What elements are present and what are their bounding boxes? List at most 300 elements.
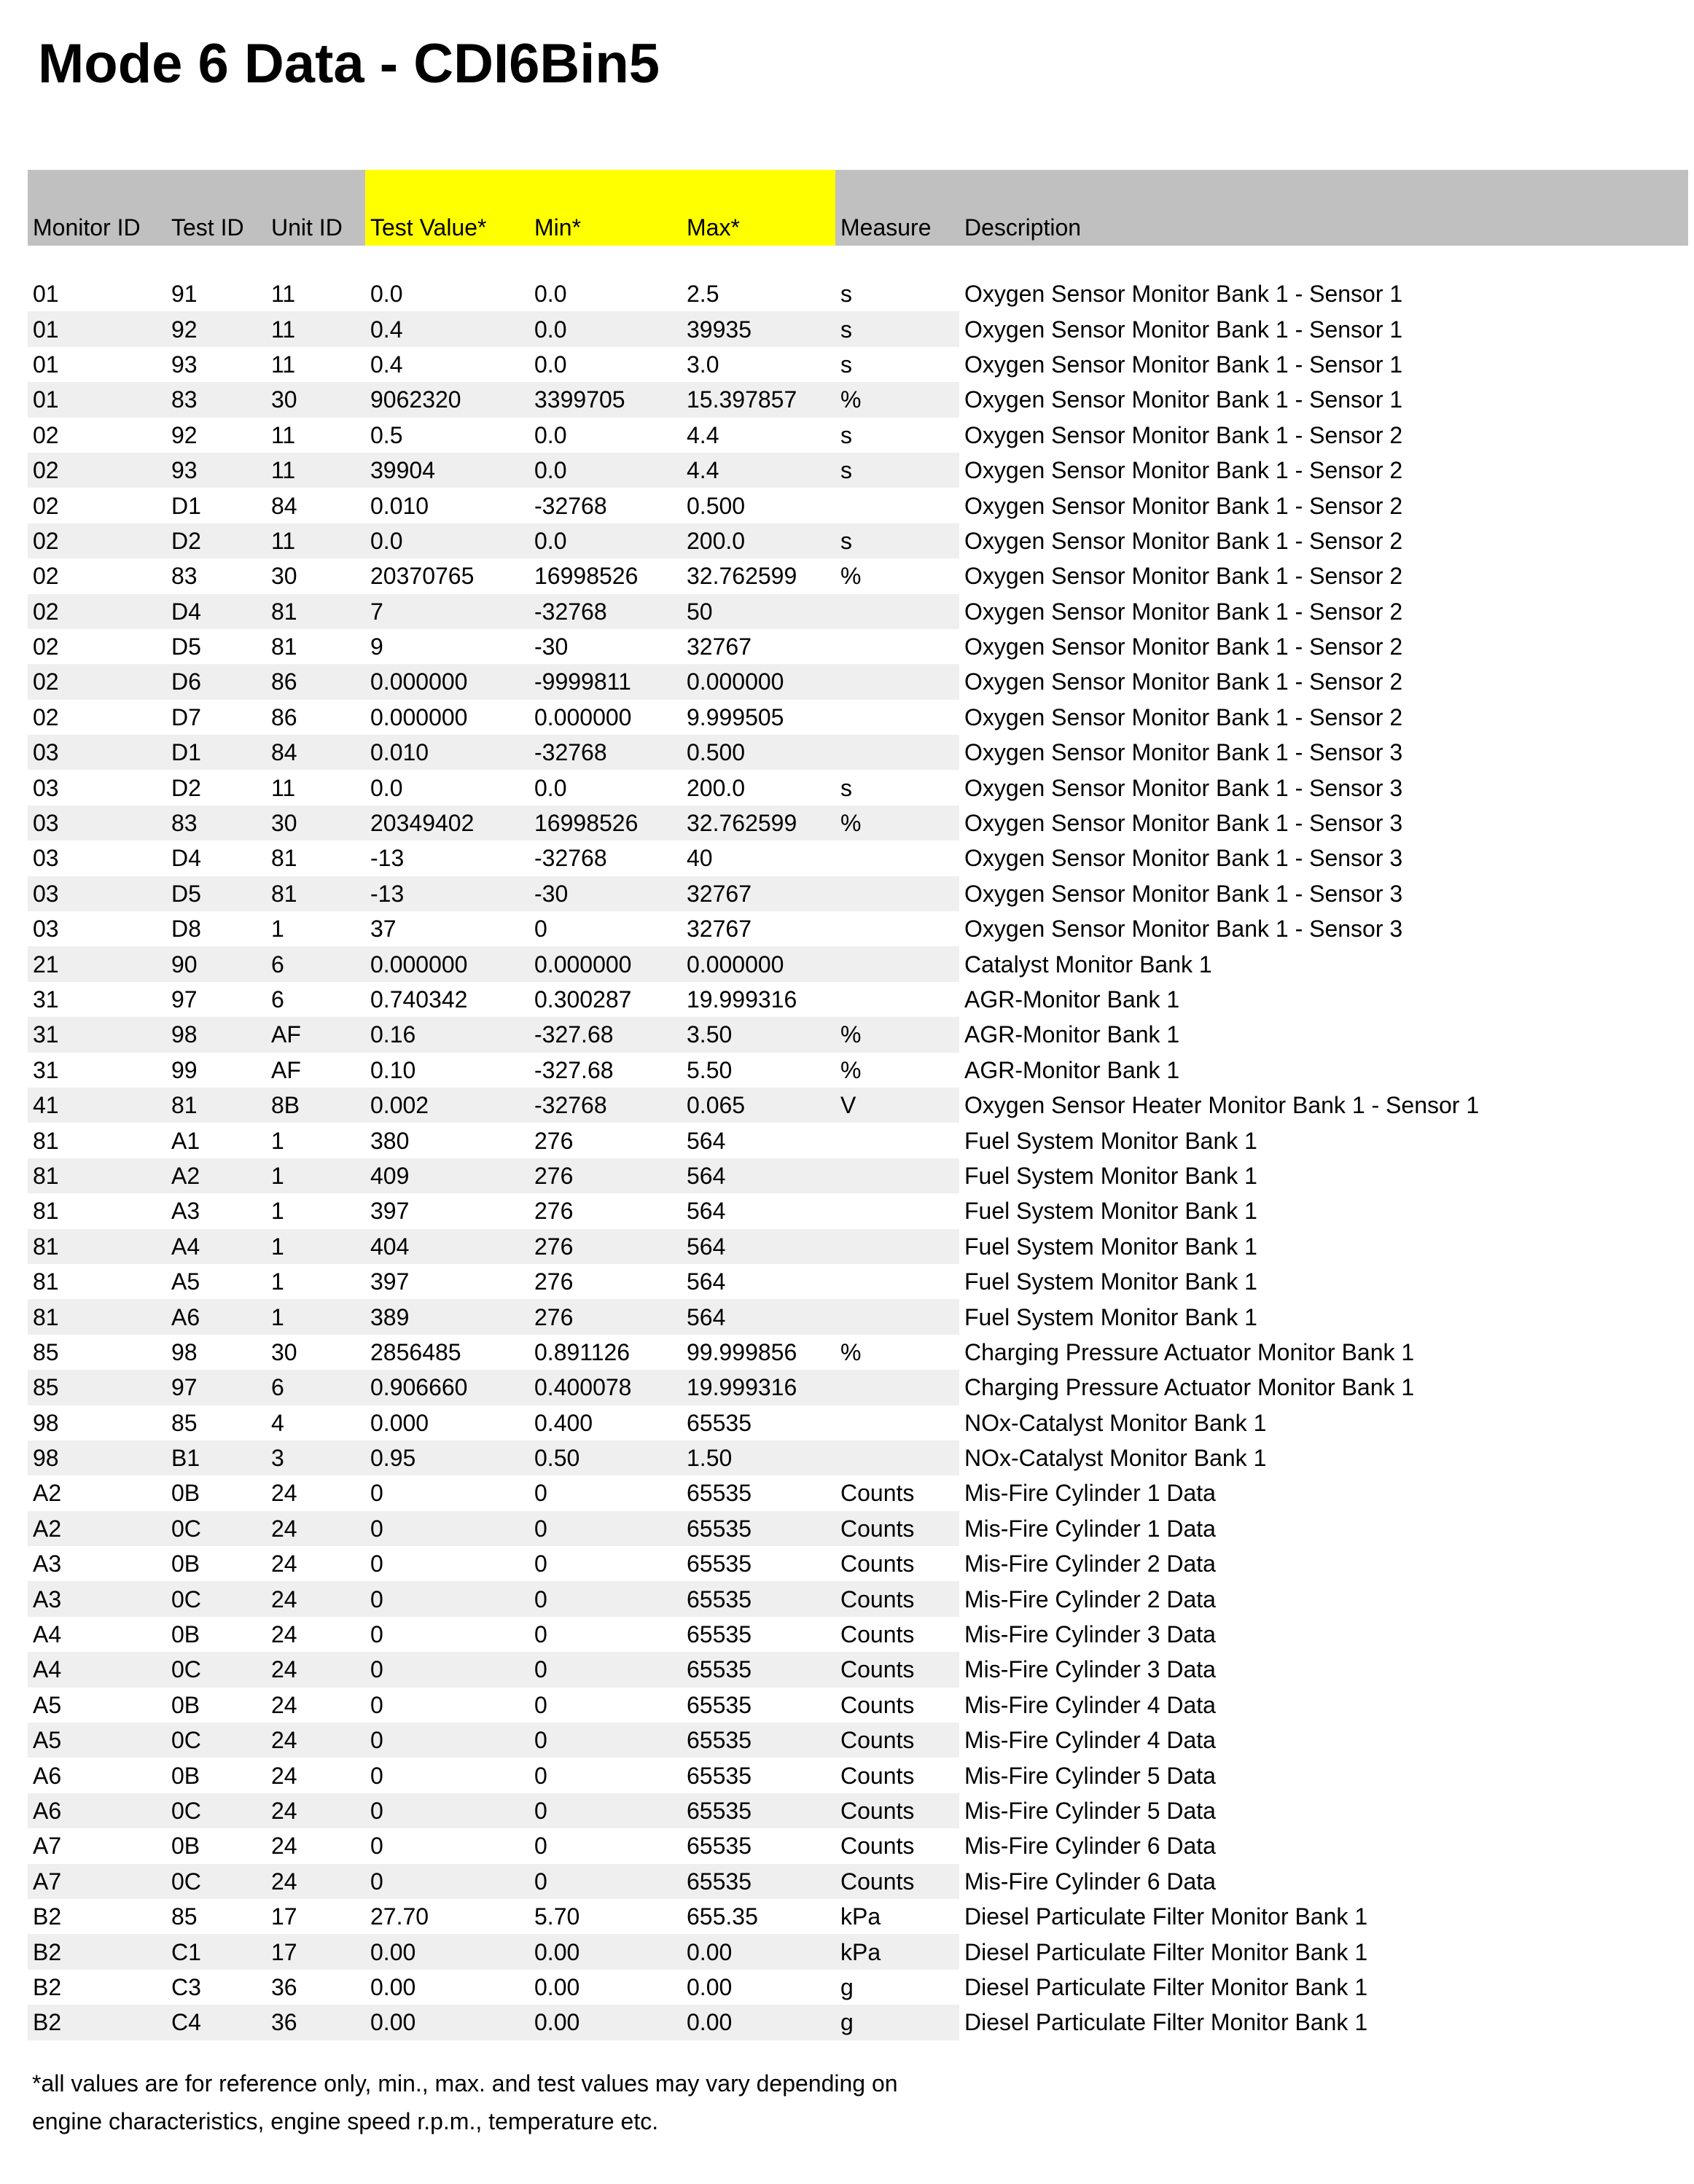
cell-test-value: 389: [365, 1299, 529, 1334]
cell-min: -32768: [534, 845, 607, 872]
cell-test-value: 0: [370, 1762, 383, 1789]
cell-monitor-id: 81: [28, 1229, 166, 1264]
cell-test-value: 0: [365, 1723, 529, 1758]
cell-unit-id: 17: [271, 1903, 297, 1930]
cell-min: 0.00: [529, 2005, 682, 2040]
table-row: [28, 1370, 1688, 1405]
cell-description: Mis-Fire Cylinder 3 Data: [959, 1652, 1688, 1687]
cell-min: -32768: [529, 735, 682, 770]
cell-min: -9999811: [529, 664, 682, 699]
cell-description: Oxygen Sensor Monitor Bank 1 - Sensor 3: [959, 770, 1688, 805]
table-row: [28, 276, 1688, 311]
cell-unit-id: 84: [271, 492, 297, 519]
table-row: [28, 418, 1688, 453]
cell-max: 40: [687, 845, 713, 872]
cell-measure: %: [840, 1338, 862, 1365]
cell-min: 0.891126: [534, 1338, 631, 1365]
cell-unit-id: 1: [271, 1127, 284, 1154]
cell-max: 65535: [687, 1409, 752, 1436]
cell-test-value: 27.70: [370, 1903, 429, 1930]
cell-measure: [835, 664, 959, 699]
cell-test-id: 0B: [171, 1480, 200, 1507]
cell-monitor-id: 81: [28, 1299, 166, 1334]
cell-test-value: 0: [365, 1511, 529, 1546]
cell-max: 0.00: [682, 1934, 835, 1969]
cell-monitor-id: B2: [33, 1973, 62, 2000]
cell-description: Diesel Particulate Filter Monitor Bank 1: [959, 1970, 1688, 2005]
cell-test-id: 0B: [171, 1833, 200, 1860]
cell-max: 65535: [682, 1864, 835, 1899]
cell-monitor-id: B2: [33, 1903, 62, 1930]
cell-test-value: -13: [365, 876, 529, 911]
cell-measure: Counts: [835, 1793, 959, 1828]
cell-description: Oxygen Sensor Monitor Bank 1 - Sensor 3: [959, 806, 1688, 841]
cell-test-id: 0B: [171, 1621, 200, 1648]
cell-monitor-id: A6: [28, 1793, 166, 1828]
cell-unit-id: 24: [266, 1723, 365, 1758]
cell-max: 564: [682, 1229, 835, 1264]
table-row: [28, 1229, 1688, 1264]
cell-min: -32768: [529, 1088, 682, 1123]
cell-unit-id: 24: [271, 1833, 297, 1860]
cell-unit-id: 6: [266, 1370, 365, 1405]
cell-min: 0.0: [529, 523, 682, 558]
cell-test-value: 0.00: [365, 2005, 529, 2040]
cell-test-value: 7: [365, 594, 529, 629]
cell-monitor-id: 98: [28, 1440, 166, 1475]
cell-test-id: 92: [166, 311, 266, 346]
header-row: [28, 170, 1688, 246]
cell-test-id: B1: [166, 1440, 266, 1475]
cell-measure: [835, 629, 959, 664]
table-row: [28, 1546, 1688, 1581]
table-row: [28, 876, 1688, 911]
table-row: [28, 311, 1688, 346]
cell-min: 5.70: [534, 1903, 580, 1930]
table-row: [28, 1299, 1688, 1334]
cell-monitor-id: A5: [28, 1723, 166, 1758]
cell-description: AGR-Monitor Bank 1: [959, 982, 1688, 1017]
cell-description: Diesel Particulate Filter Monitor Bank 1: [959, 1934, 1688, 1969]
cell-test-id: A5: [171, 1268, 200, 1295]
cell-unit-id: 1: [271, 916, 284, 943]
table-row: [28, 453, 1688, 488]
table-row: [28, 664, 1688, 699]
table-row: [28, 1828, 1688, 1863]
cell-max: 0.065: [682, 1088, 835, 1123]
cell-monitor-id: 02: [33, 421, 59, 448]
cell-test-value: 0.4: [370, 351, 403, 378]
cell-monitor-id: A2: [28, 1511, 166, 1546]
cell-measure: %: [840, 1056, 862, 1083]
cell-max: 0.00: [682, 2005, 835, 2040]
cell-test-id: D4: [171, 845, 201, 872]
cell-description: Oxygen Sensor Monitor Bank 1 - Sensor 3: [959, 841, 1688, 875]
cell-test-id: 93: [166, 453, 266, 488]
cell-monitor-id: A4: [28, 1652, 166, 1687]
cell-description: Diesel Particulate Filter Monitor Bank 1: [959, 1899, 1688, 1934]
cell-measure: [835, 1370, 959, 1405]
cell-test-id: 98: [171, 1338, 198, 1365]
cell-unit-id: 24: [266, 1793, 365, 1828]
cell-description: Oxygen Sensor Monitor Bank 1 - Sensor 1: [959, 276, 1688, 311]
cell-min: 0: [534, 1691, 547, 1718]
cell-max: 32767: [682, 876, 835, 911]
cell-description: Mis-Fire Cylinder 1 Data: [959, 1475, 1688, 1510]
table-row: [28, 1617, 1688, 1652]
cell-test-value: 9: [370, 633, 383, 660]
cell-max: 564: [682, 1158, 835, 1193]
cell-test-value: 404: [365, 1229, 529, 1264]
cell-max: 2.5: [687, 281, 719, 308]
cell-test-value: 397: [370, 1198, 410, 1225]
cell-unit-id: 30: [271, 563, 297, 590]
cell-description: Oxygen Sensor Monitor Bank 1 - Sensor 2: [959, 629, 1688, 664]
cell-monitor-id: 31: [28, 1017, 166, 1052]
table-row: [28, 982, 1688, 1017]
table-row: [28, 1335, 1688, 1370]
cell-monitor-id: 02: [28, 523, 166, 558]
cell-test-value: 0.10: [370, 1056, 416, 1083]
cell-test-id: D2: [171, 774, 201, 801]
cell-max: 19.999316: [687, 986, 797, 1013]
cell-measure: %: [835, 806, 959, 841]
cell-measure: [835, 946, 959, 981]
cell-description: Oxygen Sensor Monitor Bank 1 - Sensor 1: [959, 311, 1688, 346]
cell-unit-id: 81: [271, 633, 297, 660]
cell-max: 32767: [687, 633, 752, 660]
cell-measure: [835, 1299, 959, 1334]
cell-unit-id: 1: [266, 1229, 365, 1264]
cell-test-id: 83: [166, 382, 266, 417]
cell-min: 0: [534, 1551, 547, 1577]
table-row: [28, 1405, 1688, 1440]
cell-monitor-id: 02: [28, 664, 166, 699]
cell-unit-id: 24: [266, 1581, 365, 1616]
cell-measure: %: [835, 382, 959, 417]
cell-monitor-id: B2: [28, 1934, 166, 1969]
cell-min: -327.68: [534, 1056, 614, 1083]
cell-unit-id: 81: [266, 594, 365, 629]
cell-test-id: 97: [171, 986, 198, 1013]
cell-test-id: 91: [171, 281, 198, 308]
cell-unit-id: 30: [266, 806, 365, 841]
cell-test-id: 83: [171, 563, 198, 590]
cell-test-value: 0.00: [365, 1934, 529, 1969]
cell-min: 276: [534, 1127, 574, 1154]
cell-test-id: 0C: [166, 1793, 266, 1828]
cell-measure: Counts: [840, 1480, 915, 1507]
cell-measure: Counts: [840, 1691, 915, 1718]
cell-description: Oxygen Sensor Monitor Bank 1 - Sensor 3: [959, 911, 1688, 946]
table-row: [28, 1123, 1688, 1158]
cell-max: 1.50: [682, 1440, 835, 1475]
cell-unit-id: 36: [266, 2005, 365, 2040]
cell-measure: s: [840, 281, 852, 308]
cell-monitor-id: 01: [33, 281, 59, 308]
cell-description: Fuel System Monitor Bank 1: [959, 1123, 1688, 1158]
cell-max: 65535: [682, 1723, 835, 1758]
cell-measure: s: [835, 453, 959, 488]
cell-measure: [835, 876, 959, 911]
table-row: [28, 735, 1688, 770]
cell-description: Oxygen Sensor Monitor Bank 1 - Sensor 1: [959, 347, 1688, 382]
cell-min: 16998526: [534, 563, 639, 590]
cell-min: 276: [529, 1158, 682, 1193]
cell-max: 65535: [687, 1833, 752, 1860]
cell-description: Diesel Particulate Filter Monitor Bank 1: [959, 2005, 1688, 2040]
cell-unit-id: 3: [266, 1440, 365, 1475]
cell-description: Oxygen Sensor Monitor Bank 1 - Sensor 2: [959, 488, 1688, 523]
cell-test-value: 2856485: [370, 1338, 461, 1365]
cell-description: Oxygen Sensor Heater Monitor Bank 1 - Sensor 1: [959, 1088, 1688, 1123]
cell-max: 32.762599: [687, 563, 797, 590]
col-header-max: Max*: [682, 170, 835, 246]
cell-monitor-id: 03: [28, 876, 166, 911]
cell-measure: [835, 982, 959, 1017]
table-row: [28, 1088, 1688, 1123]
cell-max: 200.0: [682, 523, 835, 558]
cell-measure: [835, 1229, 959, 1264]
cell-unit-id: 24: [266, 1652, 365, 1687]
table-row: [28, 1511, 1688, 1546]
cell-unit-id: 24: [266, 1511, 365, 1546]
cell-min: 276: [529, 1299, 682, 1334]
cell-description: Mis-Fire Cylinder 6 Data: [959, 1864, 1688, 1899]
cell-monitor-id: A6: [33, 1762, 62, 1789]
cell-unit-id: 24: [266, 1864, 365, 1899]
col-header-measure: Measure: [835, 170, 959, 246]
cell-max: 65535: [687, 1551, 752, 1577]
cell-max: 39935: [682, 311, 835, 346]
cell-test-id: A2: [166, 1158, 266, 1193]
cell-unit-id: 86: [271, 703, 297, 730]
cell-monitor-id: 01: [28, 311, 166, 346]
table-row: [28, 1053, 1688, 1088]
cell-min: 0: [529, 1793, 682, 1828]
table-row: [28, 347, 1688, 382]
cell-monitor-id: 31: [33, 986, 59, 1013]
cell-monitor-id: 03: [33, 916, 59, 943]
cell-min: 0.0: [529, 453, 682, 488]
cell-test-value: 0.002: [365, 1088, 529, 1123]
cell-monitor-id: 02: [28, 453, 166, 488]
cell-monitor-id: 98: [33, 1409, 59, 1436]
cell-monitor-id: 31: [33, 1056, 59, 1083]
cell-monitor-id: 81: [33, 1127, 59, 1154]
table-row: [28, 382, 1688, 417]
col-header-min: Min*: [529, 170, 682, 246]
cell-min: 0.0: [534, 421, 567, 448]
cell-test-id: A6: [166, 1299, 266, 1334]
cell-measure: [835, 1193, 959, 1228]
cell-unit-id: 11: [271, 351, 296, 378]
table-row: [28, 1723, 1688, 1758]
cell-description: Fuel System Monitor Bank 1: [959, 1264, 1688, 1299]
cell-description: Mis-Fire Cylinder 3 Data: [959, 1617, 1688, 1652]
cell-measure: Counts: [835, 1581, 959, 1616]
cell-min: -32768: [529, 594, 682, 629]
cell-test-value: 0: [365, 1581, 529, 1616]
cell-min: 0.400078: [529, 1370, 682, 1405]
cell-description: Oxygen Sensor Monitor Bank 1 - Sensor 2: [959, 594, 1688, 629]
table-row: [28, 1264, 1688, 1299]
cell-test-value: 0.0: [370, 281, 403, 308]
cell-measure: V: [835, 1088, 959, 1123]
cell-test-value: 0.000: [370, 1409, 429, 1436]
cell-unit-id: AF: [271, 1056, 301, 1083]
cell-measure: g: [835, 2005, 959, 2040]
cell-unit-id: 30: [266, 382, 365, 417]
cell-measure: [835, 488, 959, 523]
cell-min: 276: [534, 1198, 574, 1225]
cell-test-value: 0.906660: [365, 1370, 529, 1405]
table-row: [28, 1475, 1688, 1510]
cell-min: 16998526: [529, 806, 682, 841]
cell-test-value: 0.95: [365, 1440, 529, 1475]
cell-monitor-id: 41: [28, 1088, 166, 1123]
cell-test-value: 0.4: [365, 311, 529, 346]
cell-max: 200.0: [687, 774, 746, 801]
cell-min: 0: [534, 1621, 547, 1648]
cell-test-value: 37: [370, 916, 397, 943]
cell-measure: [835, 735, 959, 770]
cell-test-id: 0B: [171, 1691, 200, 1718]
cell-test-value: 0: [365, 1652, 529, 1687]
cell-test-value: 20370765: [370, 563, 475, 590]
cell-max: 0.000000: [682, 664, 835, 699]
col-header-test-id: Test ID: [166, 170, 266, 246]
cell-test-id: D5: [171, 633, 201, 660]
cell-unit-id: 11: [266, 311, 365, 346]
cell-test-value: 0.000000: [365, 946, 529, 981]
cell-min: 0.0: [534, 351, 567, 378]
table-row: [28, 806, 1688, 841]
cell-min: 0: [529, 1511, 682, 1546]
cell-max: 65535: [687, 1480, 752, 1507]
cell-min: 0.000000: [534, 703, 632, 730]
cell-min: 0: [534, 1762, 547, 1789]
table-body: [28, 276, 1688, 2040]
cell-unit-id: 8B: [266, 1088, 365, 1123]
cell-measure: %: [835, 1017, 959, 1052]
cell-max: 4.4: [682, 453, 835, 488]
cell-max: 4.4: [687, 421, 719, 448]
cell-max: 564: [682, 1299, 835, 1334]
cell-measure: s: [840, 351, 852, 378]
cell-description: Fuel System Monitor Bank 1: [959, 1193, 1688, 1228]
cell-description: Oxygen Sensor Monitor Bank 1 - Sensor 3: [959, 735, 1688, 770]
table-row: [28, 1758, 1688, 1793]
cell-description: Oxygen Sensor Monitor Bank 1 - Sensor 2: [959, 453, 1688, 488]
cell-monitor-id: A5: [33, 1691, 62, 1718]
cell-test-value: 0.010: [365, 735, 529, 770]
col-header-monitor-id: Monitor ID: [28, 170, 166, 246]
cell-test-value: 0.000000: [370, 703, 468, 730]
cell-description: Mis-Fire Cylinder 5 Data: [959, 1758, 1688, 1793]
table-row: [28, 1652, 1688, 1687]
cell-unit-id: 11: [266, 523, 365, 558]
cell-unit-id: 11: [266, 453, 365, 488]
cell-test-id: 0C: [166, 1723, 266, 1758]
cell-monitor-id: 02: [33, 563, 59, 590]
cell-min: 0.50: [529, 1440, 682, 1475]
cell-test-id: D1: [166, 735, 266, 770]
cell-monitor-id: 03: [33, 845, 59, 872]
cell-max: 0.000000: [682, 946, 835, 981]
cell-max: 0.500: [687, 492, 746, 519]
cell-measure: Counts: [840, 1833, 915, 1860]
cell-test-id: D2: [166, 523, 266, 558]
table-row: [28, 1864, 1688, 1899]
cell-test-id: 81: [166, 1088, 266, 1123]
cell-monitor-id: 02: [28, 594, 166, 629]
cell-test-id: A4: [166, 1229, 266, 1264]
cell-test-value: 0: [365, 1793, 529, 1828]
cell-min: 0.0: [534, 281, 567, 308]
cell-test-id: C4: [166, 2005, 266, 2040]
cell-description: Catalyst Monitor Bank 1: [959, 946, 1688, 981]
header-spacer: [28, 246, 1688, 276]
cell-max: 15.397857: [682, 382, 835, 417]
cell-test-value: 0: [370, 1833, 383, 1860]
cell-min: -327.68: [529, 1017, 682, 1052]
cell-max: 50: [682, 594, 835, 629]
cell-min: 0: [529, 1581, 682, 1616]
cell-max: 65535: [687, 1691, 752, 1718]
cell-test-value: 0.000000: [365, 664, 529, 699]
cell-test-value: 0: [370, 1691, 383, 1718]
table-row: [28, 841, 1688, 875]
cell-description: Oxygen Sensor Monitor Bank 1 - Sensor 2: [959, 558, 1688, 593]
cell-measure: s: [840, 421, 852, 448]
cell-max: 9.999505: [687, 703, 784, 730]
cell-min: 0.400: [534, 1409, 593, 1436]
cell-description: Mis-Fire Cylinder 6 Data: [959, 1828, 1688, 1863]
cell-test-id: D5: [166, 876, 266, 911]
cell-unit-id: 24: [271, 1762, 297, 1789]
cell-min: 0.00: [529, 1934, 682, 1969]
cell-description: Mis-Fire Cylinder 4 Data: [959, 1723, 1688, 1758]
cell-description: Oxygen Sensor Monitor Bank 1 - Sensor 1: [959, 382, 1688, 417]
cell-measure: [835, 594, 959, 629]
cell-max: 564: [687, 1127, 726, 1154]
cell-max: 65535: [682, 1581, 835, 1616]
cell-measure: Counts: [835, 1723, 959, 1758]
cell-test-id: D1: [171, 492, 201, 519]
cell-unit-id: 24: [271, 1621, 297, 1648]
cell-monitor-id: 03: [28, 806, 166, 841]
cell-min: 0: [529, 1723, 682, 1758]
cell-min: -30: [534, 633, 569, 660]
cell-monitor-id: 01: [28, 382, 166, 417]
cell-measure: Counts: [835, 1511, 959, 1546]
cell-description: Fuel System Monitor Bank 1: [959, 1299, 1688, 1334]
cell-measure: Counts: [840, 1762, 915, 1789]
cell-test-id: A3: [171, 1198, 200, 1225]
cell-monitor-id: A7: [28, 1864, 166, 1899]
cell-unit-id: 6: [266, 946, 365, 981]
cell-max: 65535: [682, 1793, 835, 1828]
table-row: [28, 946, 1688, 981]
cell-test-id: 90: [166, 946, 266, 981]
cell-test-id: 93: [171, 351, 198, 378]
table-row: [28, 1688, 1688, 1723]
cell-monitor-id: A7: [33, 1833, 62, 1860]
cell-max: 3.0: [687, 351, 719, 378]
cell-test-id: 0C: [166, 1581, 266, 1616]
cell-min: 0: [529, 1652, 682, 1687]
